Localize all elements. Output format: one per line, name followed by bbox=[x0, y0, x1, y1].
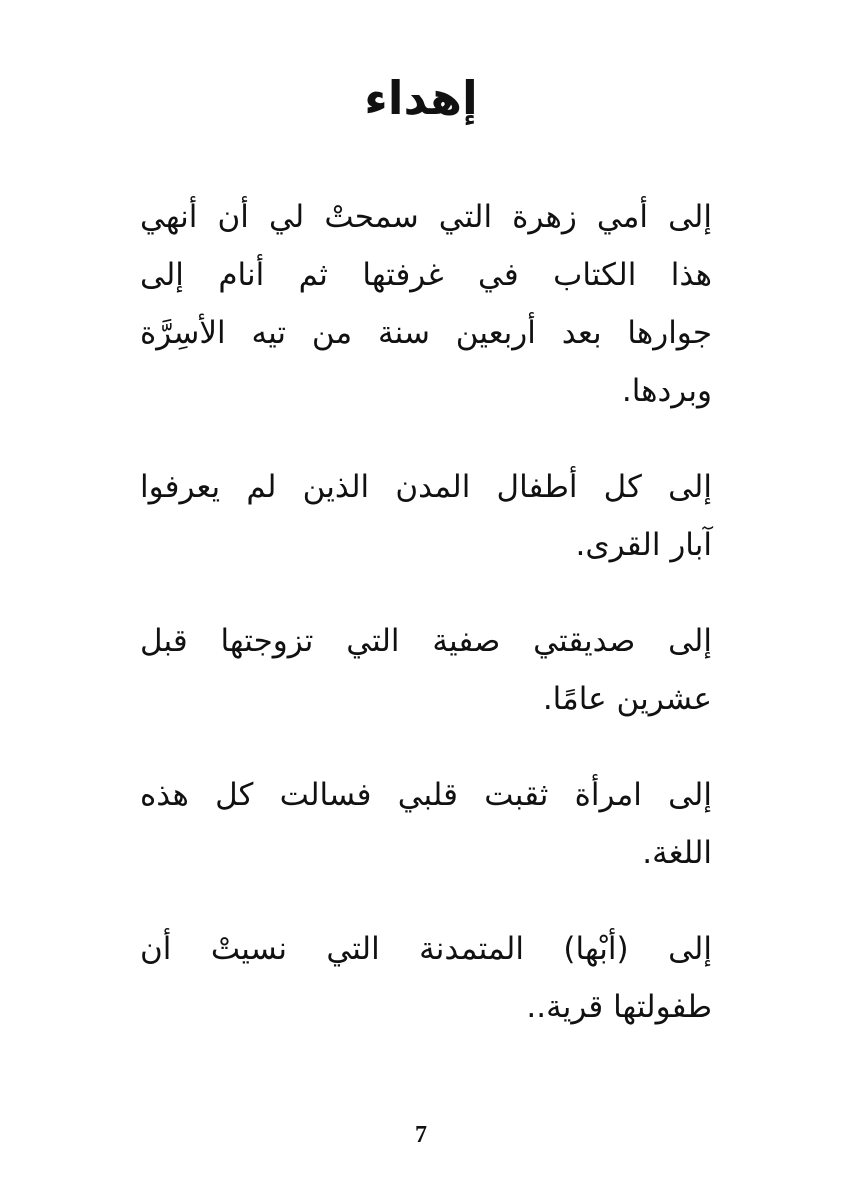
text-line: إلى أمي زهرة التي سمحتْ لي أن أنهي bbox=[140, 199, 712, 235]
text-line: اللغة. bbox=[642, 835, 712, 871]
text-line: طفولتها قرية.. bbox=[526, 989, 712, 1025]
text-line: إلى امرأة ثقبت قلبي فسالت كل هذه bbox=[140, 777, 712, 813]
text-line: هذا الكتاب في غرفتها ثم أنام إلى bbox=[140, 257, 712, 293]
dedication-text bbox=[140, 188, 712, 1074]
text-line: إلى (أبْها) المتمدنة التي نسيتْ أن bbox=[140, 931, 712, 967]
dedication-paragraph-5 bbox=[140, 920, 712, 1036]
dedication-paragraph-1 bbox=[140, 188, 712, 420]
text-line: عشرين عامًا. bbox=[542, 681, 712, 717]
page-title: إهداء bbox=[364, 71, 478, 125]
text-line: وبردها. bbox=[621, 373, 712, 409]
dedication-paragraph-2 bbox=[140, 458, 712, 574]
text-line: إلى كل أطفال المدن الذين لم يعرفوا bbox=[140, 469, 712, 505]
text-line: إلى صديقتي صفية التي تزوجتها قبل bbox=[140, 623, 712, 659]
dedication-paragraph-4 bbox=[140, 766, 712, 882]
text-line: جوارها بعد أربعين سنة من تيه الأسِرَّة bbox=[140, 315, 712, 351]
page-number: 7 bbox=[415, 1122, 427, 1148]
dedication-paragraph-3 bbox=[140, 612, 712, 728]
text-line: آبار القرى. bbox=[575, 527, 712, 563]
